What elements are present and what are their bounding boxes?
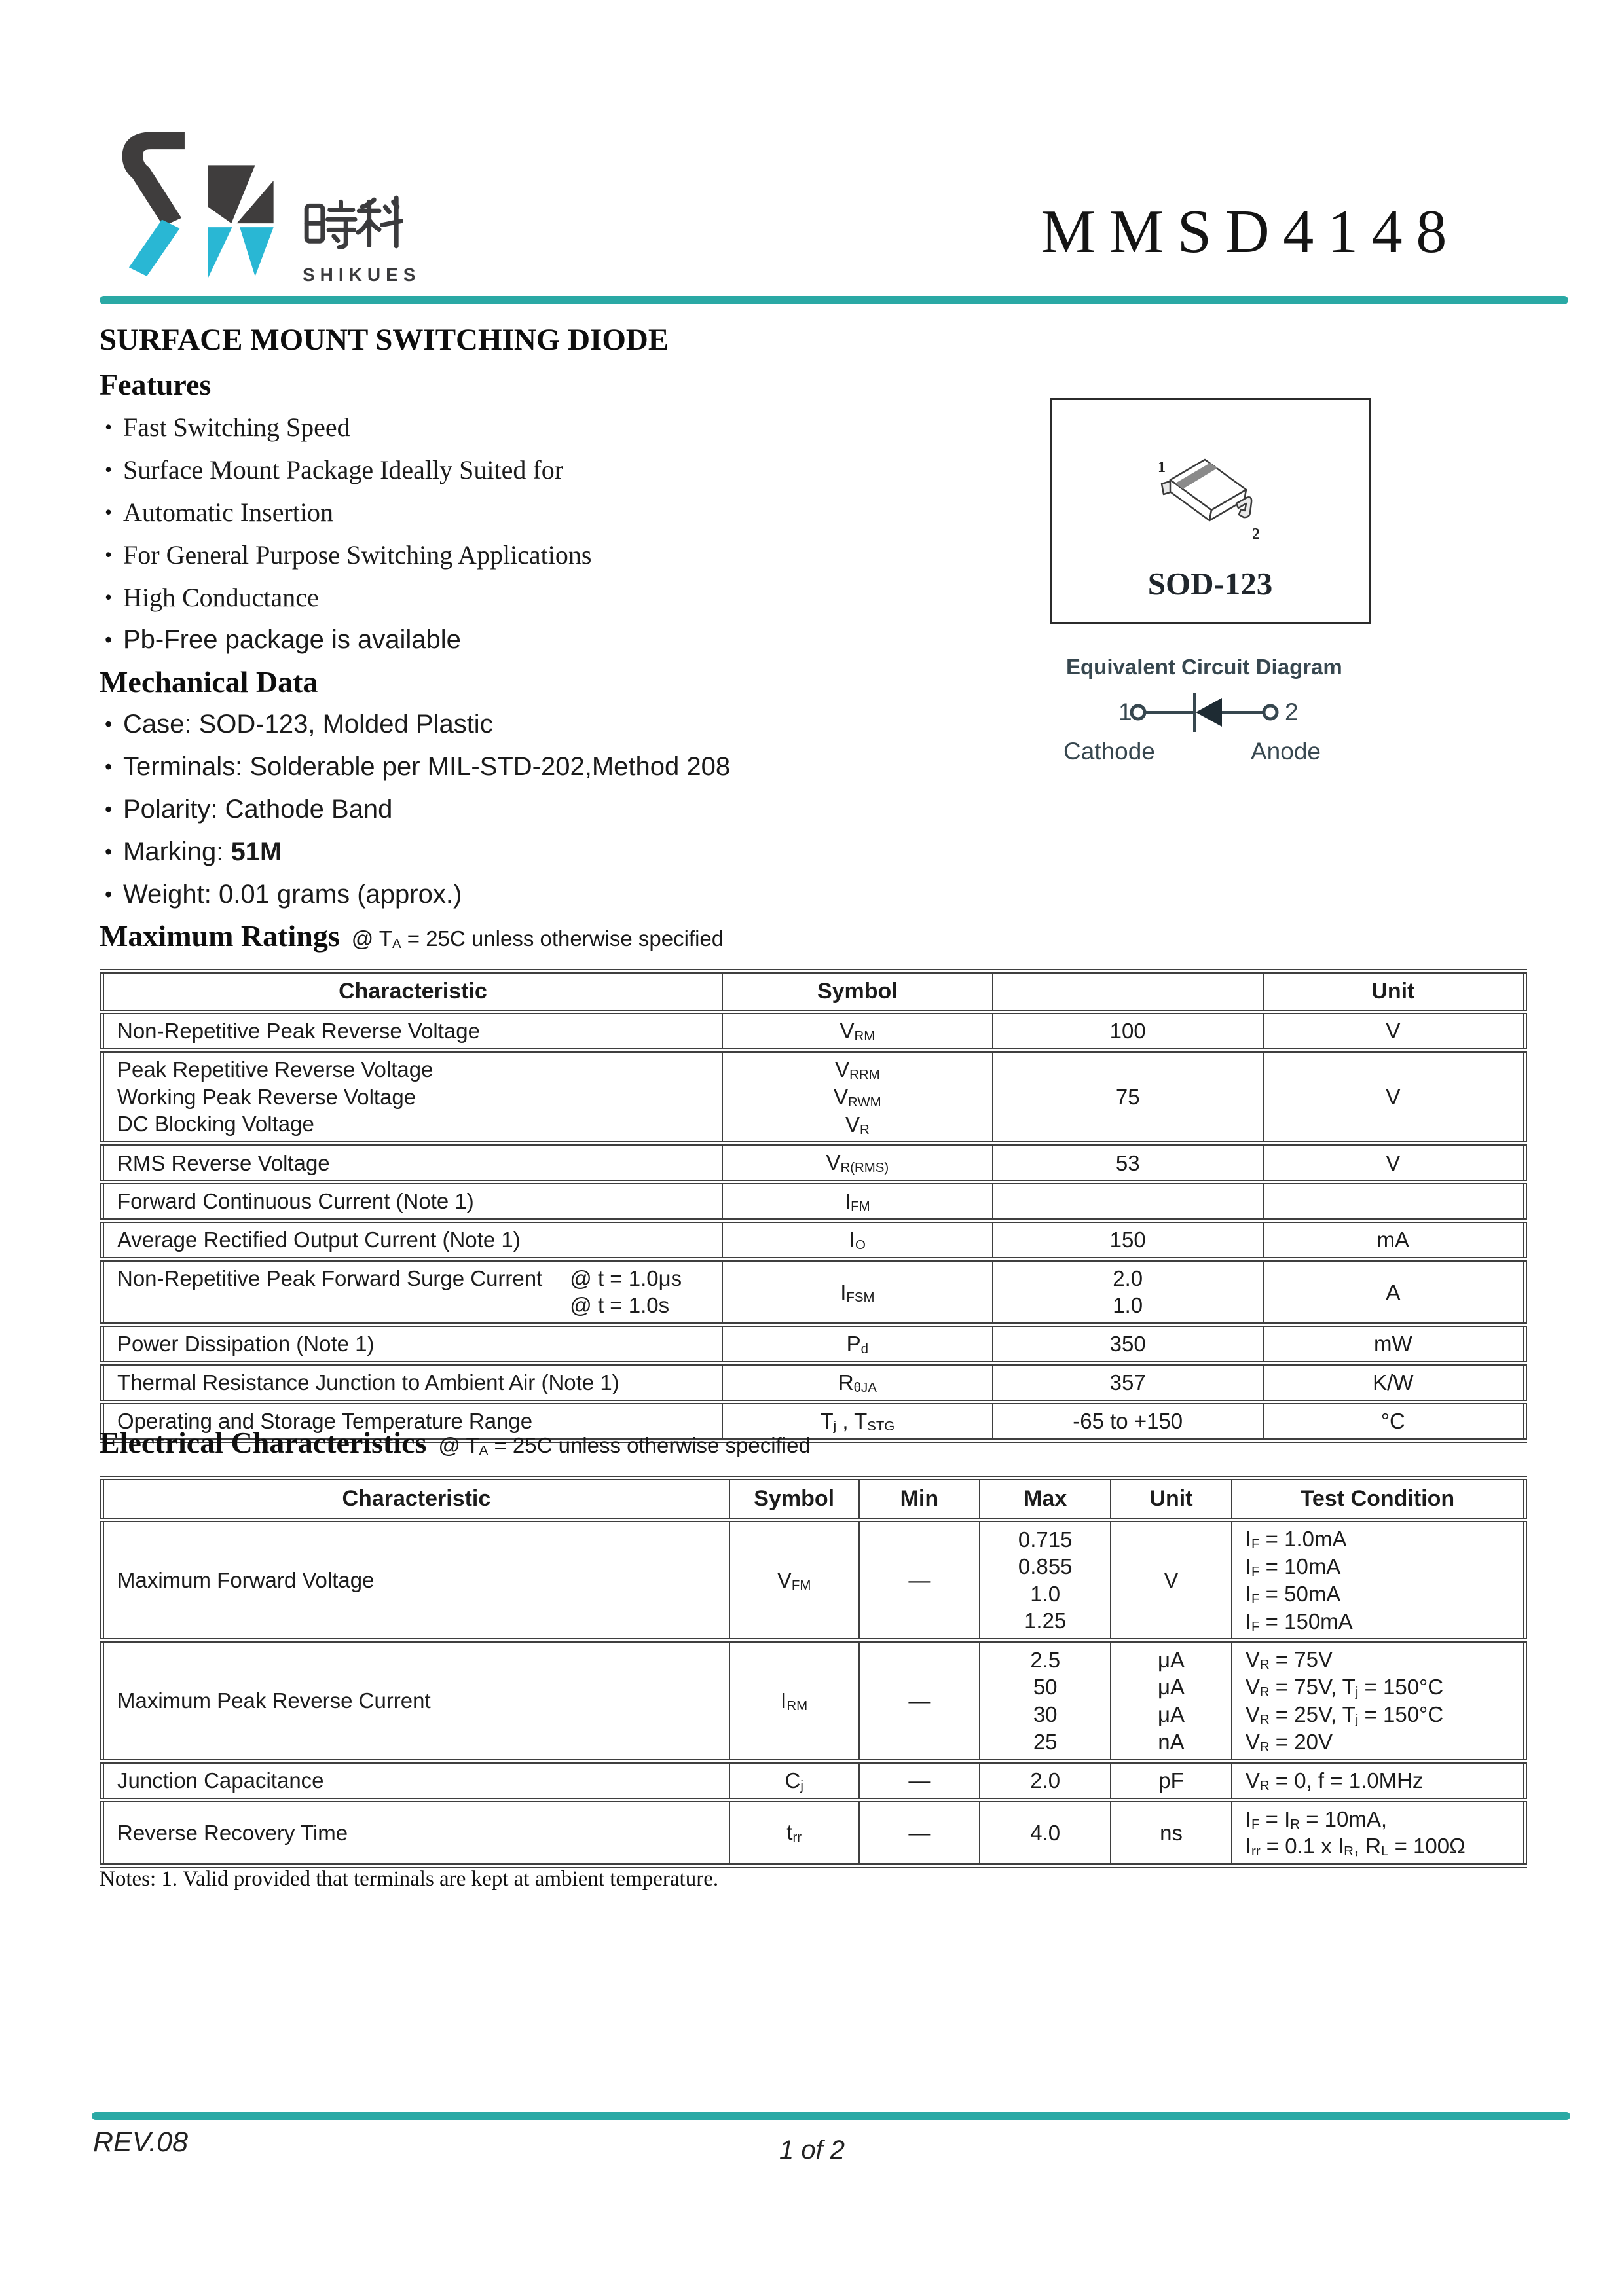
table-cell: Junction Capacitance (102, 1761, 729, 1800)
column-header: Symbol (729, 1478, 859, 1520)
table-cell: 350 (993, 1325, 1263, 1364)
table-row (102, 1641, 1525, 1761)
mechanical-data-list (100, 703, 1029, 916)
table-cell: 2.0 1.0 (993, 1259, 1263, 1324)
table-cell: μA μA μA nA (1111, 1641, 1232, 1761)
table-cell: — (859, 1800, 980, 1866)
table-row (102, 1259, 1525, 1324)
list-item: • Case: SOD-123, Molded Plastic (100, 703, 1029, 746)
table-cell: Operating and Storage Temperature Range (102, 1402, 722, 1440)
table-cell: mW (1263, 1325, 1525, 1364)
column-header: Min (859, 1478, 980, 1520)
header-row (102, 972, 1525, 1012)
table-row (102, 1144, 1525, 1182)
table-cell: mA (1263, 1221, 1525, 1260)
page-number: 1 of 2 (779, 2136, 845, 2164)
table-cell: pF (1111, 1761, 1232, 1800)
table-cell: V (1263, 1144, 1525, 1182)
list-item: • High Conductance (100, 576, 1029, 619)
table-cell: 2.5 50 30 25 (980, 1641, 1111, 1761)
table-cell: 2.0 (980, 1761, 1111, 1800)
column-header: Characteristic (102, 1478, 729, 1520)
table-cell: $T_j$ , $T_{STG}$ (722, 1402, 993, 1440)
table-cell: 150 (993, 1221, 1263, 1260)
table-cell: $V_R = 0$, f = 1.0MHz (1232, 1761, 1525, 1800)
table-cell: $V_{RM}$ (722, 1012, 993, 1051)
electrical-characteristics-condition: @ $T_A = 25C$ unless otherwise specified (438, 1433, 811, 1459)
table-cell: V (1111, 1520, 1232, 1641)
mechanical-data-heading: Mechanical Data (100, 665, 318, 699)
column-header: Unit (1111, 1478, 1232, 1520)
list-item: • Polarity: Cathode Band (100, 788, 1029, 831)
maximum-ratings-table (100, 969, 1527, 1442)
list-item: • Marking: 51M (100, 831, 1029, 873)
table-cell: Peak Repetitive Reverse Voltage Working Peak Reverse Voltage DC Blocking Voltage (102, 1050, 722, 1143)
table-cell: 4.0 (980, 1800, 1111, 1866)
table-cell (1263, 1182, 1525, 1221)
table-cell: ns (1111, 1800, 1232, 1866)
table-cell: — (859, 1641, 980, 1761)
list-item: • Fast Switching Speed (100, 406, 1029, 448)
table-cell: 75 (993, 1050, 1263, 1143)
table-cell: Maximum Peak Reverse Current (102, 1641, 729, 1761)
table-cell: K/W (1263, 1363, 1525, 1402)
table-cell: -65 to +150 (993, 1402, 1263, 1440)
svg-text:1: 1 (1158, 459, 1166, 476)
header-divider (100, 296, 1568, 304)
footer-divider (92, 2112, 1570, 2120)
table-cell: $I_O$ (722, 1221, 993, 1260)
left-column (100, 364, 1029, 916)
cathode-label: Cathode (1063, 738, 1155, 765)
equivalent-circuit-heading: Equivalent Circuit Diagram (1066, 655, 1342, 679)
table-cell: $I_{FM}$ (722, 1182, 993, 1221)
column-header: Test Condition (1232, 1478, 1525, 1520)
table-cell: $I_F = I_R = 10mA$, $I_{rr} = 0.1$ x $I_R$, $R_L = 100\Omega$ (1232, 1800, 1525, 1866)
header-row (102, 1478, 1525, 1520)
list-item: • Surface Mount Package Ideally Suited for (100, 448, 1029, 491)
logo-chinese-characters (303, 192, 403, 252)
maximum-ratings-heading: Maximum Ratings @ $T_A = 25C$ unless otherwise specified (100, 919, 724, 953)
table-cell: Non-Repetitive Peak Reverse Voltage (102, 1012, 722, 1051)
table-cell: Forward Continuous Current (Note 1) (102, 1182, 722, 1221)
table-cell: $P_d$ (722, 1325, 993, 1364)
maximum-ratings-section (100, 915, 1527, 1443)
table-cell: $V_{R(RMS)}$ (722, 1144, 993, 1182)
notes-text: Notes: 1. Valid provided that terminals are kept at ambient temperature. (100, 1867, 719, 1891)
table-row (102, 1800, 1525, 1866)
table-cell: $V_{FM}$ (729, 1520, 859, 1641)
table-cell: Average Rectified Output Current (Note 1) (102, 1221, 722, 1260)
maximum-ratings-condition: @ $T_A = 25C$ unless otherwise specified (351, 926, 724, 952)
table-cell: $I_{RM}$ (729, 1641, 859, 1761)
table-row (102, 1050, 1525, 1143)
table-cell: $C_j$ (729, 1761, 859, 1800)
column-header: Max (980, 1478, 1111, 1520)
table-cell: $I_{FSM}$ (722, 1259, 993, 1324)
document-title: SURFACE MOUNT SWITCHING DIODE (100, 323, 669, 357)
list-item: • Automatic Insertion (100, 491, 1029, 534)
column-header (993, 972, 1263, 1012)
brand-logo-icon (122, 132, 275, 280)
table-cell: — (859, 1520, 980, 1641)
features-list (100, 406, 1029, 661)
table-cell: 0.715 0.855 1.0 1.25 (980, 1520, 1111, 1641)
table-cell: V (1263, 1050, 1525, 1143)
package-name: SOD-123 (1147, 566, 1273, 602)
anode-label: Anode (1251, 738, 1321, 765)
table-cell: A (1263, 1259, 1525, 1324)
table-row (102, 1363, 1525, 1402)
table-cell: Non-Repetitive Peak Forward Surge Current @ t = 1.0μs @ t = 1.0s (102, 1259, 722, 1324)
column-header: Characteristic (102, 972, 722, 1012)
table-row (102, 1325, 1525, 1364)
part-number: MMSD4148 (1041, 198, 1460, 266)
electrical-characteristics-heading: Electrical Characteristics @ $T_A = 25C$ unless otherwise specified (100, 1426, 811, 1459)
list-item: • Terminals: Solderable per MIL-STD-202,Method 208 (100, 746, 1029, 788)
features-heading: Features (100, 368, 212, 401)
table-cell: $V_R = 75V$ $V_R = 75V$, $T_j = 150^\circ C$ $V_R = 25V$, $T_j = 150^\circ C$ $V_R = 20V$ (1232, 1641, 1525, 1761)
diode-symbol (1196, 698, 1222, 727)
table-cell: $R_{\theta JA}$ (722, 1363, 993, 1402)
electrical-characteristics-section (100, 1422, 1527, 1868)
list-item: • Pb-Free package is available (100, 619, 1029, 661)
table-cell: Maximum Forward Voltage (102, 1520, 729, 1641)
table-cell: Thermal Resistance Junction to Ambient Air (Note 1) (102, 1363, 722, 1402)
table-row (102, 1182, 1525, 1221)
table-cell: $I_F = 1.0mA$ $I_F = 10mA$ $I_F = 50mA$ $I_F = 150mA$ (1232, 1520, 1525, 1641)
table-cell: 357 (993, 1363, 1263, 1402)
package-outline-box (1050, 398, 1371, 624)
table-cell: °C (1263, 1402, 1525, 1440)
table-row (102, 1520, 1525, 1641)
table-cell: $V_{RRM}$ $V_{RWM}$ $V_R$ (722, 1050, 993, 1143)
table-row (102, 1221, 1525, 1260)
list-item: • For General Purpose Switching Applications (100, 534, 1029, 576)
table-row (102, 1761, 1525, 1800)
column-header: Symbol (722, 972, 993, 1012)
table-row (102, 1012, 1525, 1051)
table-cell: $t_{rr}$ (729, 1800, 859, 1866)
electrical-characteristics-table (100, 1476, 1527, 1868)
table-cell: Reverse Recovery Time (102, 1800, 729, 1866)
table-cell: V (1263, 1012, 1525, 1051)
table-cell (993, 1182, 1263, 1221)
circuit-pin1-label: 1 (1118, 699, 1132, 725)
table-cell: RMS Reverse Voltage (102, 1144, 722, 1182)
list-item: • Weight: 0.01 grams (approx.) (100, 873, 1029, 916)
svg-text:2: 2 (1252, 526, 1260, 543)
logo-latin-name: SHIKUES (303, 264, 421, 285)
table-cell: 53 (993, 1144, 1263, 1182)
revision-label: REV.08 (93, 2126, 188, 2158)
circuit-pin2-label: 2 (1285, 699, 1299, 725)
column-header: Unit (1263, 972, 1525, 1012)
table-cell: — (859, 1761, 980, 1800)
equivalent-circuit-diagram (1056, 682, 1363, 780)
table-cell: Power Dissipation (Note 1) (102, 1325, 722, 1364)
table-cell: 100 (993, 1012, 1263, 1051)
